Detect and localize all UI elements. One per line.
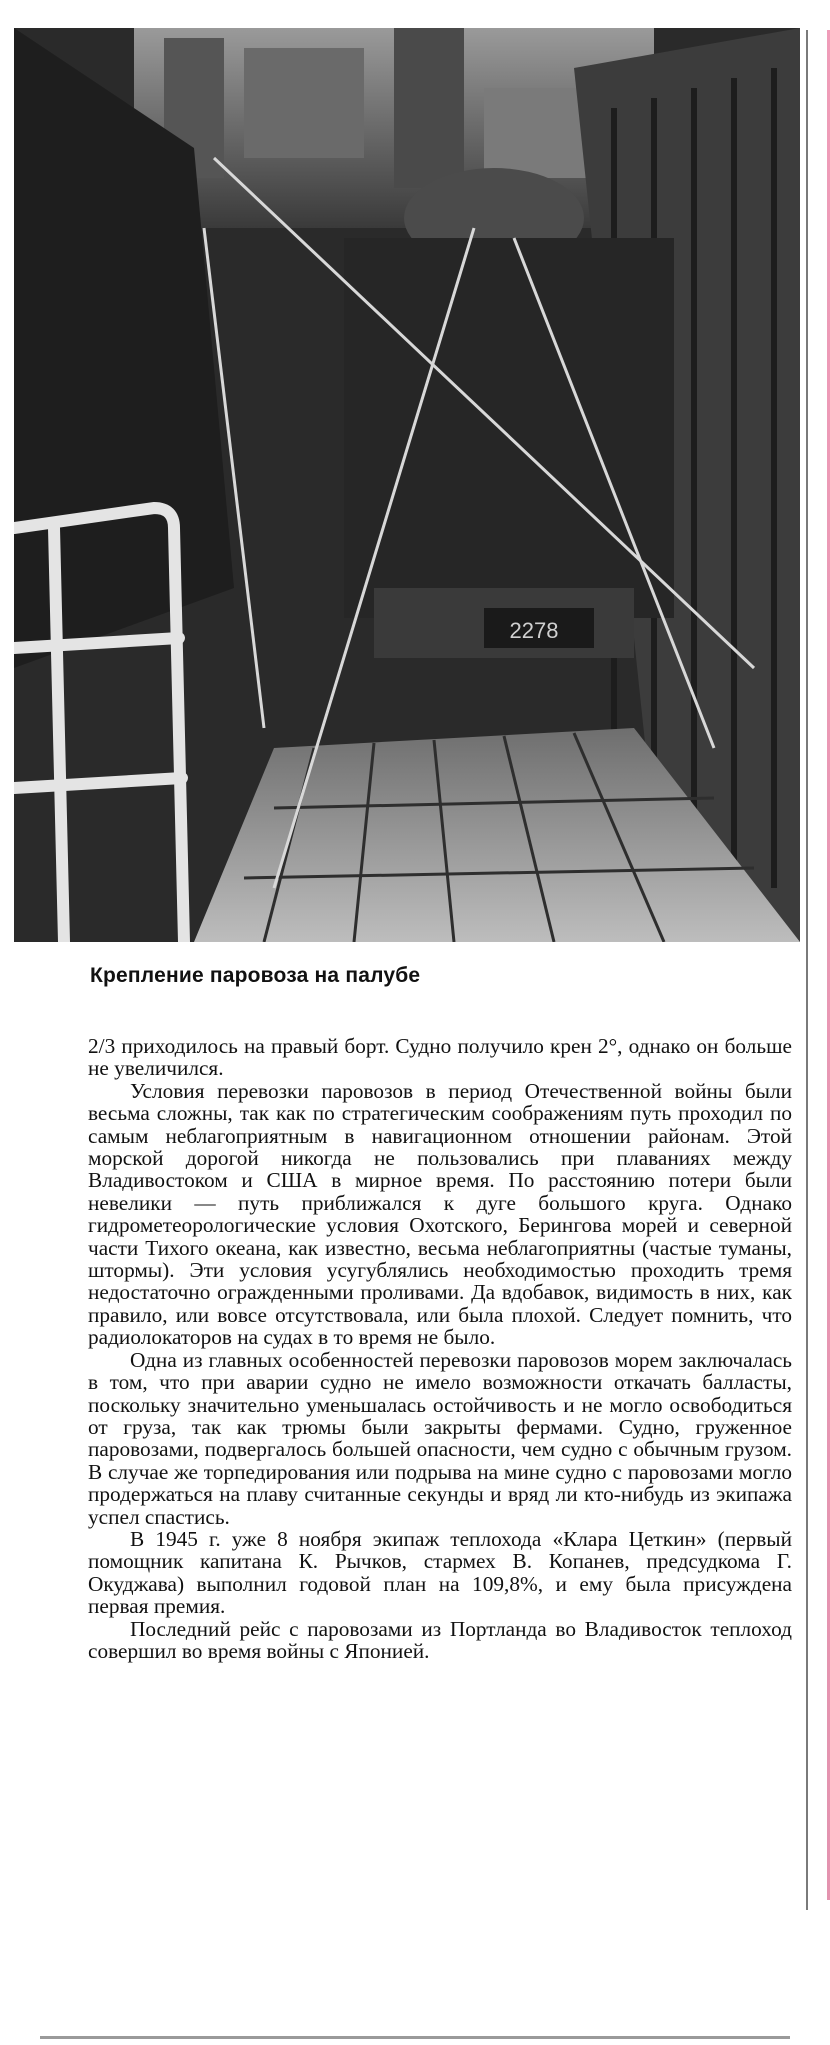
paragraph-5: Последний рейс с паровозами из Портланда во Владивосток теплоход совершил во время войны с Японией. (88, 1616, 792, 1663)
paragraph-1: 2/3 приходилось на правый борт. Судно получило крен 2°, однако он больше не увеличился. (88, 1034, 792, 1081)
paragraph-4: В 1945 г. уже 8 ноября экипаж теплохода «Клара Цеткин» (первый помощник капитана К. Рычков, стармех В. Копанев, предсудкома Г. Окуджава) выполнил годовой план на 109,8%, и ему была присуждена первая премия. (88, 1526, 792, 1619)
article-body (88, 1035, 792, 1662)
paragraph-3: Одна из главных особенностей перевозки паровозов морем заключалась в том, что при аварии судно не имело возможности откачать балласты, поскольку значительно уменьшалась остойчивость и не могло освободиться от груза, так как трюмы были закрыты фермами. Судно, груженное паровозами, подвергалось большей опасности, чем судно с обычным грузом. В случае же торпедирования или подрыва на мине судно с паровозами могло продержаться на плаву считанные секунды и вряд ли кто-нибудь из экипажа успел спастись. (88, 1347, 792, 1529)
photo-caption: Крепление паровоза на палубе (90, 964, 421, 987)
locomotive-photo-illustration (14, 28, 800, 942)
locomotive-number: 2278 (509, 618, 559, 643)
bottom-rule (40, 2036, 790, 2039)
column-rule (806, 30, 808, 1910)
locomotive-photo (14, 28, 800, 942)
paragraph-2: Условия перевозки паровозов в период Отечественной войны были весьма сложны, так как по стратегическим соображениям путь проходил по самым неблагоприятным в навигационном отношении районам. Этой морской дорогой никогда не пользовались при плаваниях между Владивостоком и США в мирное время. По расстоянию потери были невелики — путь приближался к дуге большого круга. Однако гидрометеорологические условия Охотского, Берингова морей и северной части Тихого океана, как известно, весьма неблагоприятны (частые туманы, штормы). Эти условия усугублялись необходимостью проходить тремя недостаточно огражденными проливами. Да вдобавок, видимость в них, как правило, или вовсе отсутствовала, или была плохой. Следует помнить, что радиолокаторов на судах в то время не было. (88, 1078, 792, 1350)
